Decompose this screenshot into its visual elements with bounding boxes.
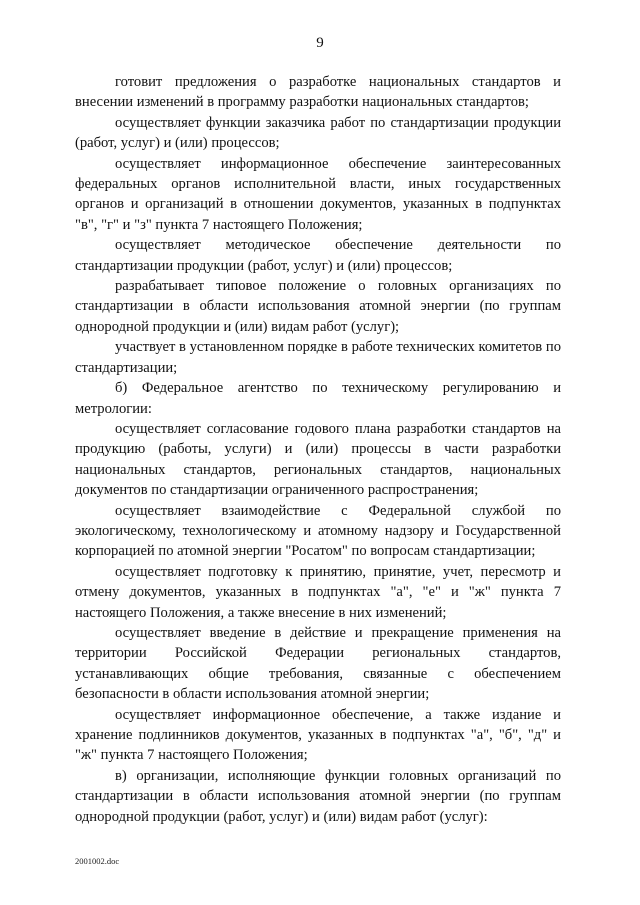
paragraph-subsection-v: в) организации, исполняющие функции головных организаций по стандартизации в области использования атомной энергии (по группам однородной продукции (работ, услуг) и (или) видам работ (услуг):	[75, 767, 561, 825]
paragraph-subsection-b: б) Федеральное агентство по техническому регулированию и метрологии:	[75, 380, 561, 417]
paragraph: осуществляет информационное обеспечение заинтересованных федеральных органов исполнительной власти, иных государственных органов и организаций в отношении документов, указанных в подпунктах "в", "г" и "з" пункта 7 настоящего Положения;	[75, 155, 561, 233]
paragraph: осуществляет функции заказчика работ по стандартизации продукции (работ, услуг) и (или) процессов;	[75, 114, 561, 152]
paragraph: осуществляет информационное обеспечение, а также издание и хранение подлинников документов, указанных в подпунктах "а", "б", "д" и "ж" пункта 7 настоящего Положения;	[75, 706, 561, 764]
page-number: 9	[316, 35, 324, 51]
paragraph: разрабатывает типовое положение о головных организациях по стандартизации в области использования атомной энергии (по группам однородной продукции и (или) видам работ (услуг);	[75, 278, 561, 335]
paragraph: готовит предложения о разработке национальных стандартов и внесении изменений в программу разработки национальных стандартов;	[75, 74, 561, 111]
paragraph: осуществляет согласование годового плана разработки стандартов на продукцию (работы, услуги) и (или) процессы в части разработки национальных стандартов, региональных стандартов, национальных документов по стандартизации ограниченного распространения;	[75, 420, 561, 499]
document-body	[75, 72, 561, 827]
paragraph: осуществляет методическое обеспечение деятельности по стандартизации продукции (работ, услуг) и (или) процессов;	[75, 237, 561, 274]
footer-filename: 2001002.doc	[75, 856, 120, 866]
paragraph: участвует в установленном порядке в работе технических комитетов по стандартизации;	[75, 339, 561, 376]
paragraph: осуществляет подготовку к принятию, принятие, учет, пересмотр и отмену документов, указанных в подпунктах "а", "е" и "ж" пункта 7 настоящего Положения, а также внесение в них изменений;	[75, 563, 561, 621]
paragraph: осуществляет взаимодействие с Федеральной службой по экологическому, технологическому и атомному надзору и Государственной корпорацией по атомной энергии "Росатом" по вопросам стандартизации;	[75, 502, 561, 560]
paragraph: осуществляет введение в действие и прекращение применения на территории Российской Федерации региональных стандартов, устанавливающих общие требования, связанные с обеспечением безопасности в области использования атомной энергии;	[75, 624, 561, 703]
